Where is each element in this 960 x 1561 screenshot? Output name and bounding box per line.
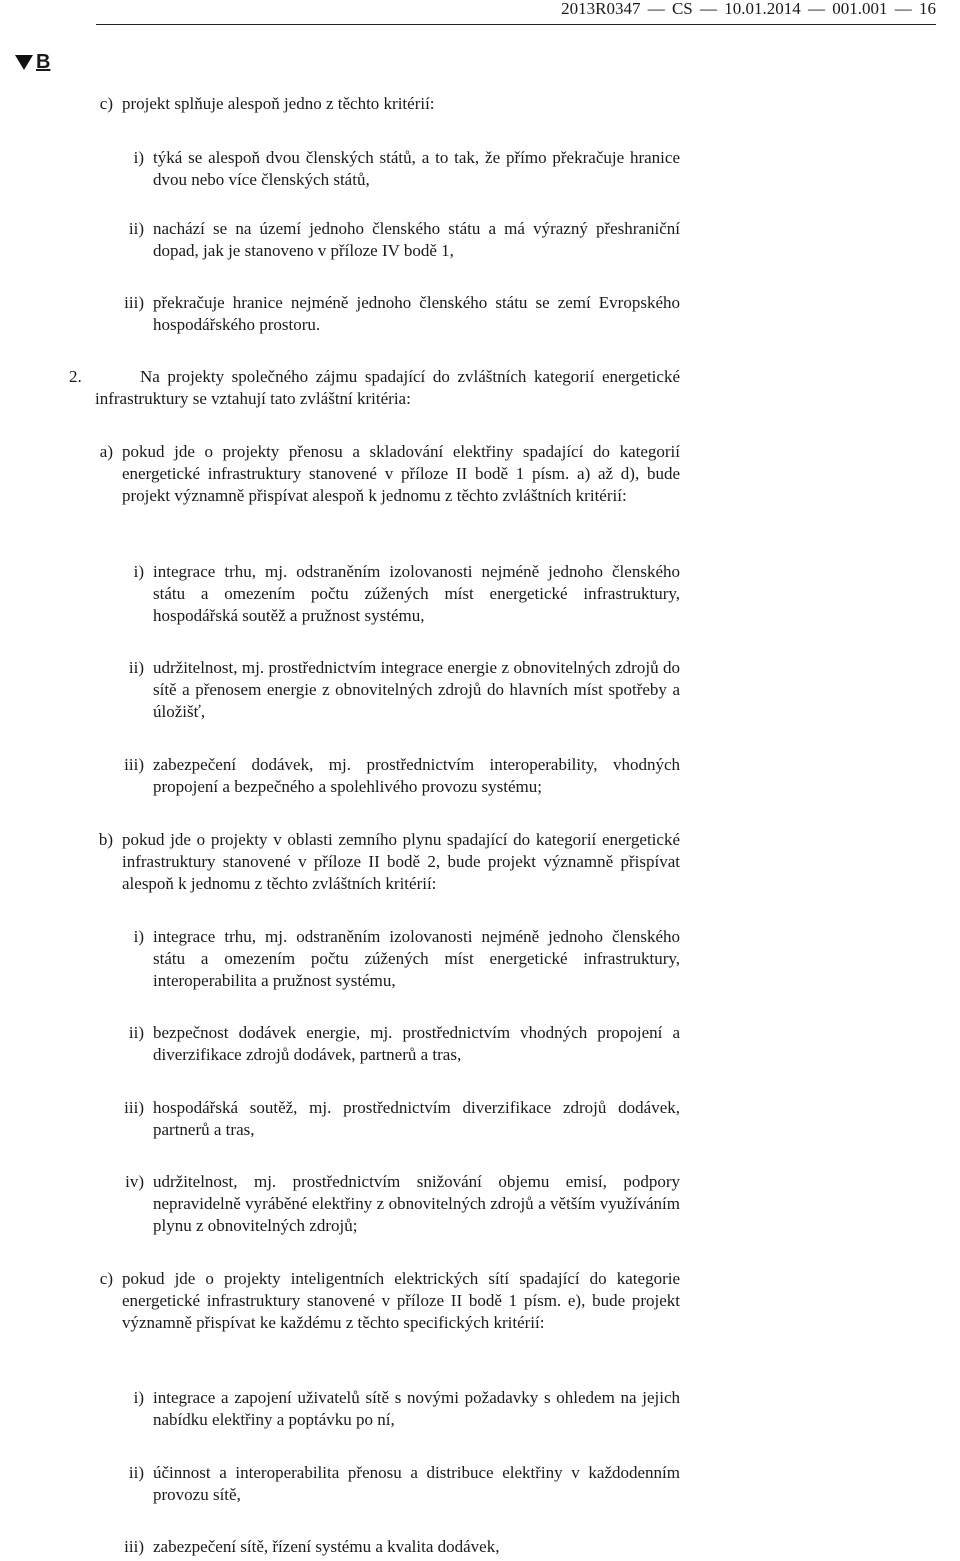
item-text: integrace trhu, mj. odstraněním izolovanosti nejméně jednoho členského státu a omezením počtu zúžených míst energetické infrastruktury, hospodářská soutěž a pružnost systému,: [153, 562, 680, 625]
paragraph-2: [69, 366, 680, 410]
paragraph-text: Na projekty společného zájmu spadající do zvláštních kategorií energetické infrastruktury se vztahují tato zvláštní kritéria:: [95, 367, 680, 408]
consolidation-marker: [15, 51, 50, 74]
item-label: i): [133, 1388, 144, 1407]
item-label: ii): [128, 1023, 144, 1042]
item-label: iii): [124, 293, 144, 312]
item-label: a): [99, 442, 113, 461]
item-text: udržitelnost, mj. prostřednictvím integrace energie z obnovitelných zdrojů do sítě a přenosem energie z obnovitelných zdrojů do hlavních míst spotřeby a úložišť,: [153, 658, 680, 721]
item-label: c): [99, 1269, 113, 1288]
item-label: iii): [124, 755, 144, 774]
item-label: iii): [124, 1098, 144, 1117]
item-text: pokud jde o projekty v oblasti zemního plynu spadající do kategorií energetické infrastruktury stanovené v příloze II bodě 2, bude projekt významně přispívat alespoň k jednomu z těchto zvláštních kritérií:: [122, 830, 680, 893]
item-text: projekt splňuje alespoň jedno z těchto kritérií:: [122, 94, 435, 113]
item-text: integrace trhu, mj. odstraněním izolovanosti nejméně jednoho členského státu a omezením počtu zúžených míst energetické infrastruktury, interoperabilita a pružnost systému,: [153, 927, 680, 990]
item-text: nachází se na území jednoho členského státu a má výrazný přeshraniční dopad, jak je stanoveno v příloze IV bodě 1,: [153, 219, 680, 260]
item-text: pokud jde o projekty přenosu a skladování elektřiny spadající do kategorií energetické infrastruktury stanovené v příloze II bodě 1 písm. a) až d), bude projekt významně přispívat alespoň k jednomu z těchto zvláštních kritérií:: [122, 442, 680, 505]
paragraph-number: 2.: [69, 367, 82, 386]
document-reference: 2013R0347 — CS — 10.01.2014 — 001.001 — 16: [561, 0, 936, 18]
item-text: hospodářská soutěž, mj. prostřednictvím diverzifikace zdrojů dodávek, partnerů a tras,: [153, 1098, 680, 1139]
item-label: ii): [128, 219, 144, 238]
item-label: i): [133, 562, 144, 581]
item-text: týká se alespoň dvou členských států, a to tak, že přímo překračuje hranice dvou nebo více členských států,: [153, 148, 680, 189]
item-label: c): [99, 94, 113, 113]
marker-label: B: [36, 51, 51, 73]
item-label: iii): [124, 1537, 144, 1556]
item-label: ii): [128, 658, 144, 677]
item-label: i): [133, 148, 144, 167]
item-text: účinnost a interoperabilita přenosu a distribuce elektřiny v každodenním provozu sítě,: [153, 1463, 680, 1504]
item-text: zabezpečení dodávek, mj. prostřednictvím interoperability, vhodných propojení a bezpečného a spolehlivého provozu systému;: [153, 755, 680, 796]
item-label: ii): [128, 1463, 144, 1482]
item-text: udržitelnost, mj. prostřednictvím snižování objemu emisí, podpory nepravidelně vyráběné elektřiny z obnovitelných zdrojů a větším využíváním plynu z obnovitelných zdrojů;: [153, 1172, 680, 1235]
item-label: b): [98, 830, 113, 849]
item-text: zabezpečení sítě, řízení systému a kvalita dodávek,: [153, 1537, 500, 1556]
item-label: i): [133, 927, 144, 946]
item-text: bezpečnost dodávek energie, mj. prostřednictvím vhodných propojení a diverzifikace zdrojů dodávek, partnerů a tras,: [153, 1023, 680, 1064]
item-text: překračuje hranice nejméně jednoho členského státu se zemí Evropského hospodářského prostoru.: [153, 293, 680, 334]
item-text: pokud jde o projekty inteligentních elektrických sítí spadající do kategorie energetické infrastruktury stanovené v příloze II bodě 1 písm. e), bude projekt významně přispívat ke každému z těchto specifických kritérií:: [122, 1269, 680, 1332]
item-label: iv): [125, 1172, 144, 1191]
item-text: integrace a zapojení uživatelů sítě s novými požadavky s ohledem na jejich nabídku elektřiny a poptávku po ní,: [153, 1388, 680, 1429]
running-header: [96, 0, 936, 25]
triangle-down-icon: [15, 55, 33, 70]
